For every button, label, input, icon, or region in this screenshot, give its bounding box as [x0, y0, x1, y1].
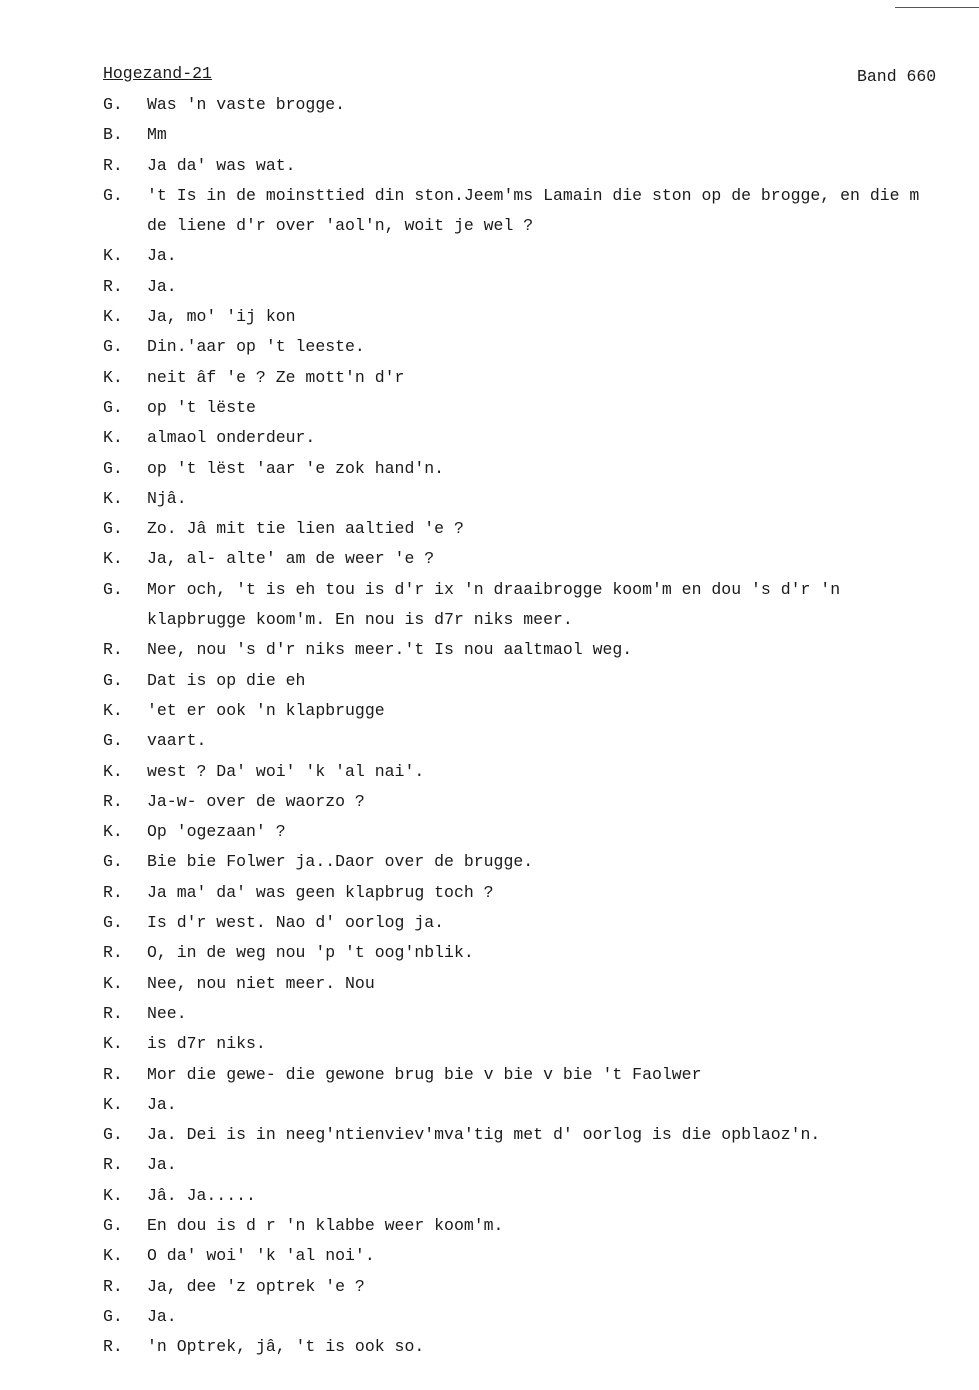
transcript-line — [103, 1063, 979, 1093]
transcript-line — [103, 184, 979, 214]
speaker-label: K. — [103, 822, 123, 842]
utterance-text: Ja da' was wat. — [147, 155, 296, 175]
speaker-label: G. — [103, 913, 123, 933]
utterance-text: 't Is in de moinsttied din ston.Jeem'ms Lamain die ston op de brogge, en die m — [147, 185, 920, 205]
utterance-text: Din.'aar op 't leeste. — [147, 337, 365, 357]
utterance-text: Is d'r west. Nao d' oorlog ja. — [147, 913, 445, 933]
utterance-text: Nee, nou 's d'r niks meer.'t Is nou aaltmaol weg. — [147, 640, 633, 660]
speaker-label: R. — [103, 791, 123, 811]
transcript-line — [103, 154, 979, 184]
transcript-line — [103, 850, 979, 880]
transcript-line — [103, 608, 979, 638]
speaker-label: R. — [103, 1276, 123, 1296]
transcript-line — [103, 275, 979, 305]
transcript-line — [103, 487, 979, 517]
transcript-line — [103, 123, 979, 153]
transcript-line — [103, 669, 979, 699]
transcript-line — [103, 1153, 979, 1183]
transcript-line — [103, 881, 979, 911]
transcript-line — [103, 941, 979, 971]
speaker-label: K. — [103, 549, 123, 569]
transcript-line — [103, 820, 979, 850]
transcript-line — [103, 699, 979, 729]
utterance-text: neit âf 'e ? Ze mott'n d'r — [147, 367, 405, 387]
speaker-label: G. — [103, 670, 123, 690]
speaker-label: K. — [103, 700, 123, 720]
utterance-text: almaol onderdeur. — [147, 428, 316, 448]
transcript-line — [103, 244, 979, 274]
utterance-text: Was 'n vaste brogge. — [147, 95, 346, 114]
speaker-label: G. — [103, 519, 123, 539]
utterance-text: klapbrugge koom'm. En nou is d7r niks meer. — [147, 610, 573, 630]
speaker-label: R. — [103, 882, 123, 902]
transcript-line — [103, 1032, 979, 1062]
speaker-label: G. — [103, 1125, 123, 1145]
utterance-text: O, in de weg nou 'p 't oog'nblik. — [147, 943, 474, 963]
transcript-line — [103, 1244, 979, 1274]
utterance-text: Ja. — [147, 276, 177, 296]
speaker-label: G. — [103, 397, 123, 417]
utterance-text: Mor och, 't is eh tou is d'r ix 'n draaibrogge koom'm en dou 's d'r 'n — [147, 579, 841, 599]
utterance-text: Mor die gewe- die gewone brug bie v bie v bie 't Faolwer — [147, 1064, 702, 1084]
speaker-label: G. — [103, 185, 123, 205]
transcript-line — [103, 457, 979, 487]
utterance-text: west ? Da' woi' 'k 'al nai'. — [147, 761, 425, 781]
transcript-line — [103, 1214, 979, 1244]
speaker-label: G. — [103, 579, 123, 599]
utterance-text: Ja. — [147, 1306, 177, 1326]
speaker-label: R. — [103, 640, 123, 660]
transcript-line — [103, 638, 979, 668]
utterance-text: 'et er ook 'n klapbrugge — [147, 700, 385, 720]
top-rule — [895, 7, 979, 8]
transcript-line — [103, 305, 979, 335]
speaker-label: G. — [103, 852, 123, 872]
utterance-text: Ja, dee 'z optrek 'e ? — [147, 1276, 365, 1296]
utterance-text: de liene d'r over 'aol'n, woit je wel ? — [147, 216, 534, 236]
speaker-label: G. — [103, 95, 123, 114]
transcript-line — [103, 1184, 979, 1214]
speaker-label: K. — [103, 1185, 123, 1205]
utterance-text: Mm — [147, 125, 167, 145]
utterance-text: Nee, nou niet meer. Nou — [147, 973, 375, 993]
transcript-line — [103, 1305, 979, 1335]
speaker-label: R. — [103, 1064, 123, 1084]
transcript-line — [103, 93, 979, 123]
utterance-text: Ja-w- over de waorzo ? — [147, 791, 365, 811]
document-title: Hogezand-21 — [103, 64, 212, 83]
speaker-label: R. — [103, 155, 123, 175]
band-reference: Band 660 — [857, 67, 937, 86]
speaker-label: G. — [103, 458, 123, 478]
utterance-text: Ja. — [147, 246, 177, 266]
utterance-text: is d7r niks. — [147, 1034, 266, 1054]
speaker-label: G. — [103, 1215, 123, 1235]
utterance-text: Ja, al- alte' am de weer 'e ? — [147, 549, 435, 569]
speaker-label: K. — [103, 488, 123, 508]
speaker-label: K. — [103, 367, 123, 387]
utterance-text: Ja. — [147, 1155, 177, 1175]
transcript-line — [103, 578, 979, 608]
transcript-line — [103, 335, 979, 365]
transcript-line — [103, 517, 979, 547]
transcript-line — [103, 396, 979, 426]
transcript — [103, 93, 979, 1365]
utterance-text: Ja, mo' 'ij kon — [147, 307, 296, 327]
utterance-text: op 't lëst 'aar 'e zok hand'n. — [147, 458, 445, 478]
transcript-line — [103, 547, 979, 577]
speaker-label: G. — [103, 337, 123, 357]
transcript-line — [103, 790, 979, 820]
speaker-label: K. — [103, 973, 123, 993]
utterance-text: Ja. — [147, 1094, 177, 1114]
transcript-line — [103, 366, 979, 396]
speaker-label: K. — [103, 1034, 123, 1054]
speaker-label: G. — [103, 1306, 123, 1326]
transcript-line — [103, 911, 979, 941]
speaker-label: R. — [103, 943, 123, 963]
utterance-text: O da' woi' 'k 'al noi'. — [147, 1246, 375, 1266]
utterance-text: Zo. Jâ mit tie lien aaltied 'e ? — [147, 519, 464, 539]
utterance-text: Njâ. — [147, 488, 187, 508]
utterance-text: Ja ma' da' was geen klapbrug toch ? — [147, 882, 494, 902]
utterance-text: vaart. — [147, 731, 207, 751]
utterance-text: Ja. Dei is in neeg'ntienviev'mva'tig met d' oorlog is die opblaoz'n. — [147, 1125, 821, 1145]
transcript-line — [103, 760, 979, 790]
utterance-text: Dat is op die eh — [147, 670, 306, 690]
speaker-label: K. — [103, 1094, 123, 1114]
speaker-label: K. — [103, 246, 123, 266]
transcript-line — [103, 1275, 979, 1305]
speaker-label: B. — [103, 125, 123, 145]
utterance-text: Nee. — [147, 1003, 187, 1023]
utterance-text: Op 'ogezaan' ? — [147, 822, 286, 842]
transcript-line — [103, 1123, 979, 1153]
speaker-label: K. — [103, 1246, 123, 1266]
speaker-label: K. — [103, 428, 123, 448]
transcript-line — [103, 1002, 979, 1032]
speaker-label: G. — [103, 731, 123, 751]
utterance-text: Bie bie Folwer ja..Daor over de brugge. — [147, 852, 534, 872]
speaker-label: R. — [103, 1337, 123, 1357]
utterance-text: op 't lëste — [147, 397, 256, 417]
transcript-line — [103, 214, 979, 244]
utterance-text: 'n Optrek, jâ, 't is ook so. — [147, 1337, 425, 1357]
transcript-line — [103, 1093, 979, 1123]
transcript-line — [103, 729, 979, 759]
utterance-text: Jâ. Ja..... — [147, 1185, 256, 1205]
speaker-label: R. — [103, 1003, 123, 1023]
transcript-line — [103, 1335, 979, 1365]
speaker-label: K. — [103, 761, 123, 781]
transcript-line — [103, 426, 979, 456]
speaker-label: R. — [103, 276, 123, 296]
speaker-label: K. — [103, 307, 123, 327]
utterance-text: En dou is d r 'n klabbe weer koom'm. — [147, 1215, 504, 1235]
transcript-line — [103, 972, 979, 1002]
speaker-label: R. — [103, 1155, 123, 1175]
